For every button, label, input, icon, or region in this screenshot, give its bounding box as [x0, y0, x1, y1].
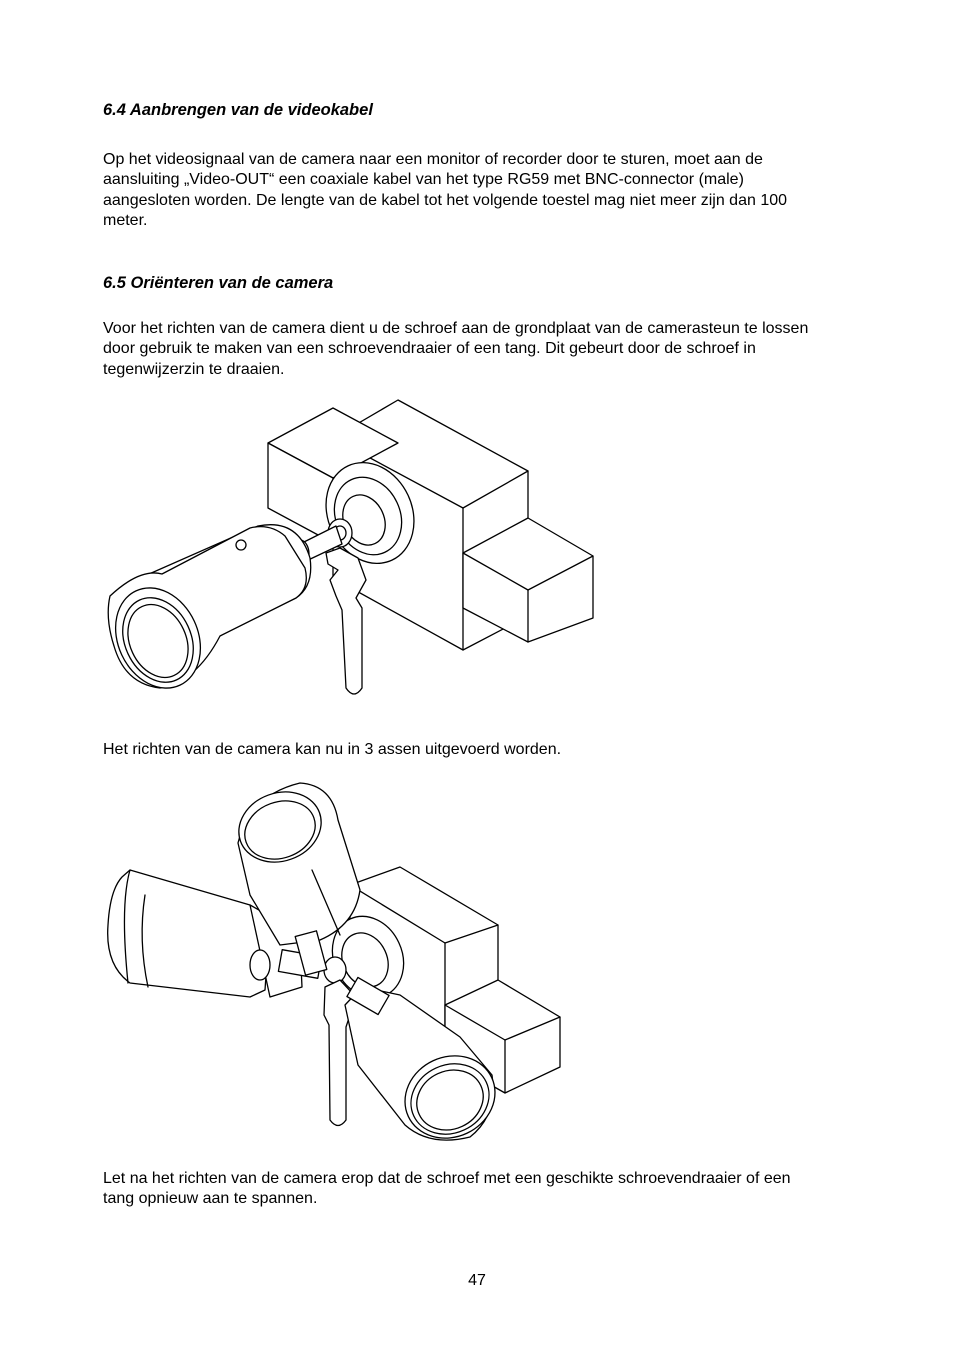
paragraph-videokabel [103, 150, 903, 231]
wall-blocks [268, 400, 593, 650]
section-heading-orienteren: 6.5 Oriënteren van de camera [103, 274, 334, 292]
wrench [326, 548, 366, 694]
text-line: tegenwijzerzin te draaien. [103, 360, 285, 378]
figure-three-axes [100, 775, 570, 1150]
section-heading-videokabel: 6.4 Aanbrengen van de videokabel [103, 101, 373, 119]
text-line: aangesloten worden. De lengte van de kabel tot het volgende toestel mag niet meer zijn dan 100 [103, 191, 788, 209]
camera-body [100, 525, 311, 702]
caption-three-axes: Het richten van de camera kan nu in 3 assen uitgevoerd worden. [103, 741, 562, 758]
three-axis-illustration [100, 775, 570, 1150]
paragraph-orienteren [103, 319, 903, 380]
page-number: 47 [468, 1272, 486, 1289]
paragraph-retighten [103, 1169, 903, 1210]
figure-loosen-screw [100, 398, 600, 703]
text-line: Voor het richten van de camera dient u de schroef aan de grondplaat van de camerasteun te lossen [103, 320, 809, 337]
text-line: meter. [103, 211, 148, 229]
text-line: door gebruik te maken van een schroevendraaier of een tang. Dit gebeurt door de schroef in [103, 340, 756, 358]
text-line: aansluiting „Video-OUT“ een coaxiale kabel van het type RG59 met BNC-connector (male) [103, 171, 744, 189]
camera-wrench-illustration [100, 398, 600, 703]
text-line: Let na het richten van de camera erop dat de schroef met een geschikte schroevendraaier of een [103, 1170, 791, 1187]
text-line: Op het videosignaal van de camera naar een monitor of recorder door te sturen, moet aan de [103, 151, 763, 168]
text-line: tang opnieuw aan te spannen. [103, 1190, 318, 1208]
